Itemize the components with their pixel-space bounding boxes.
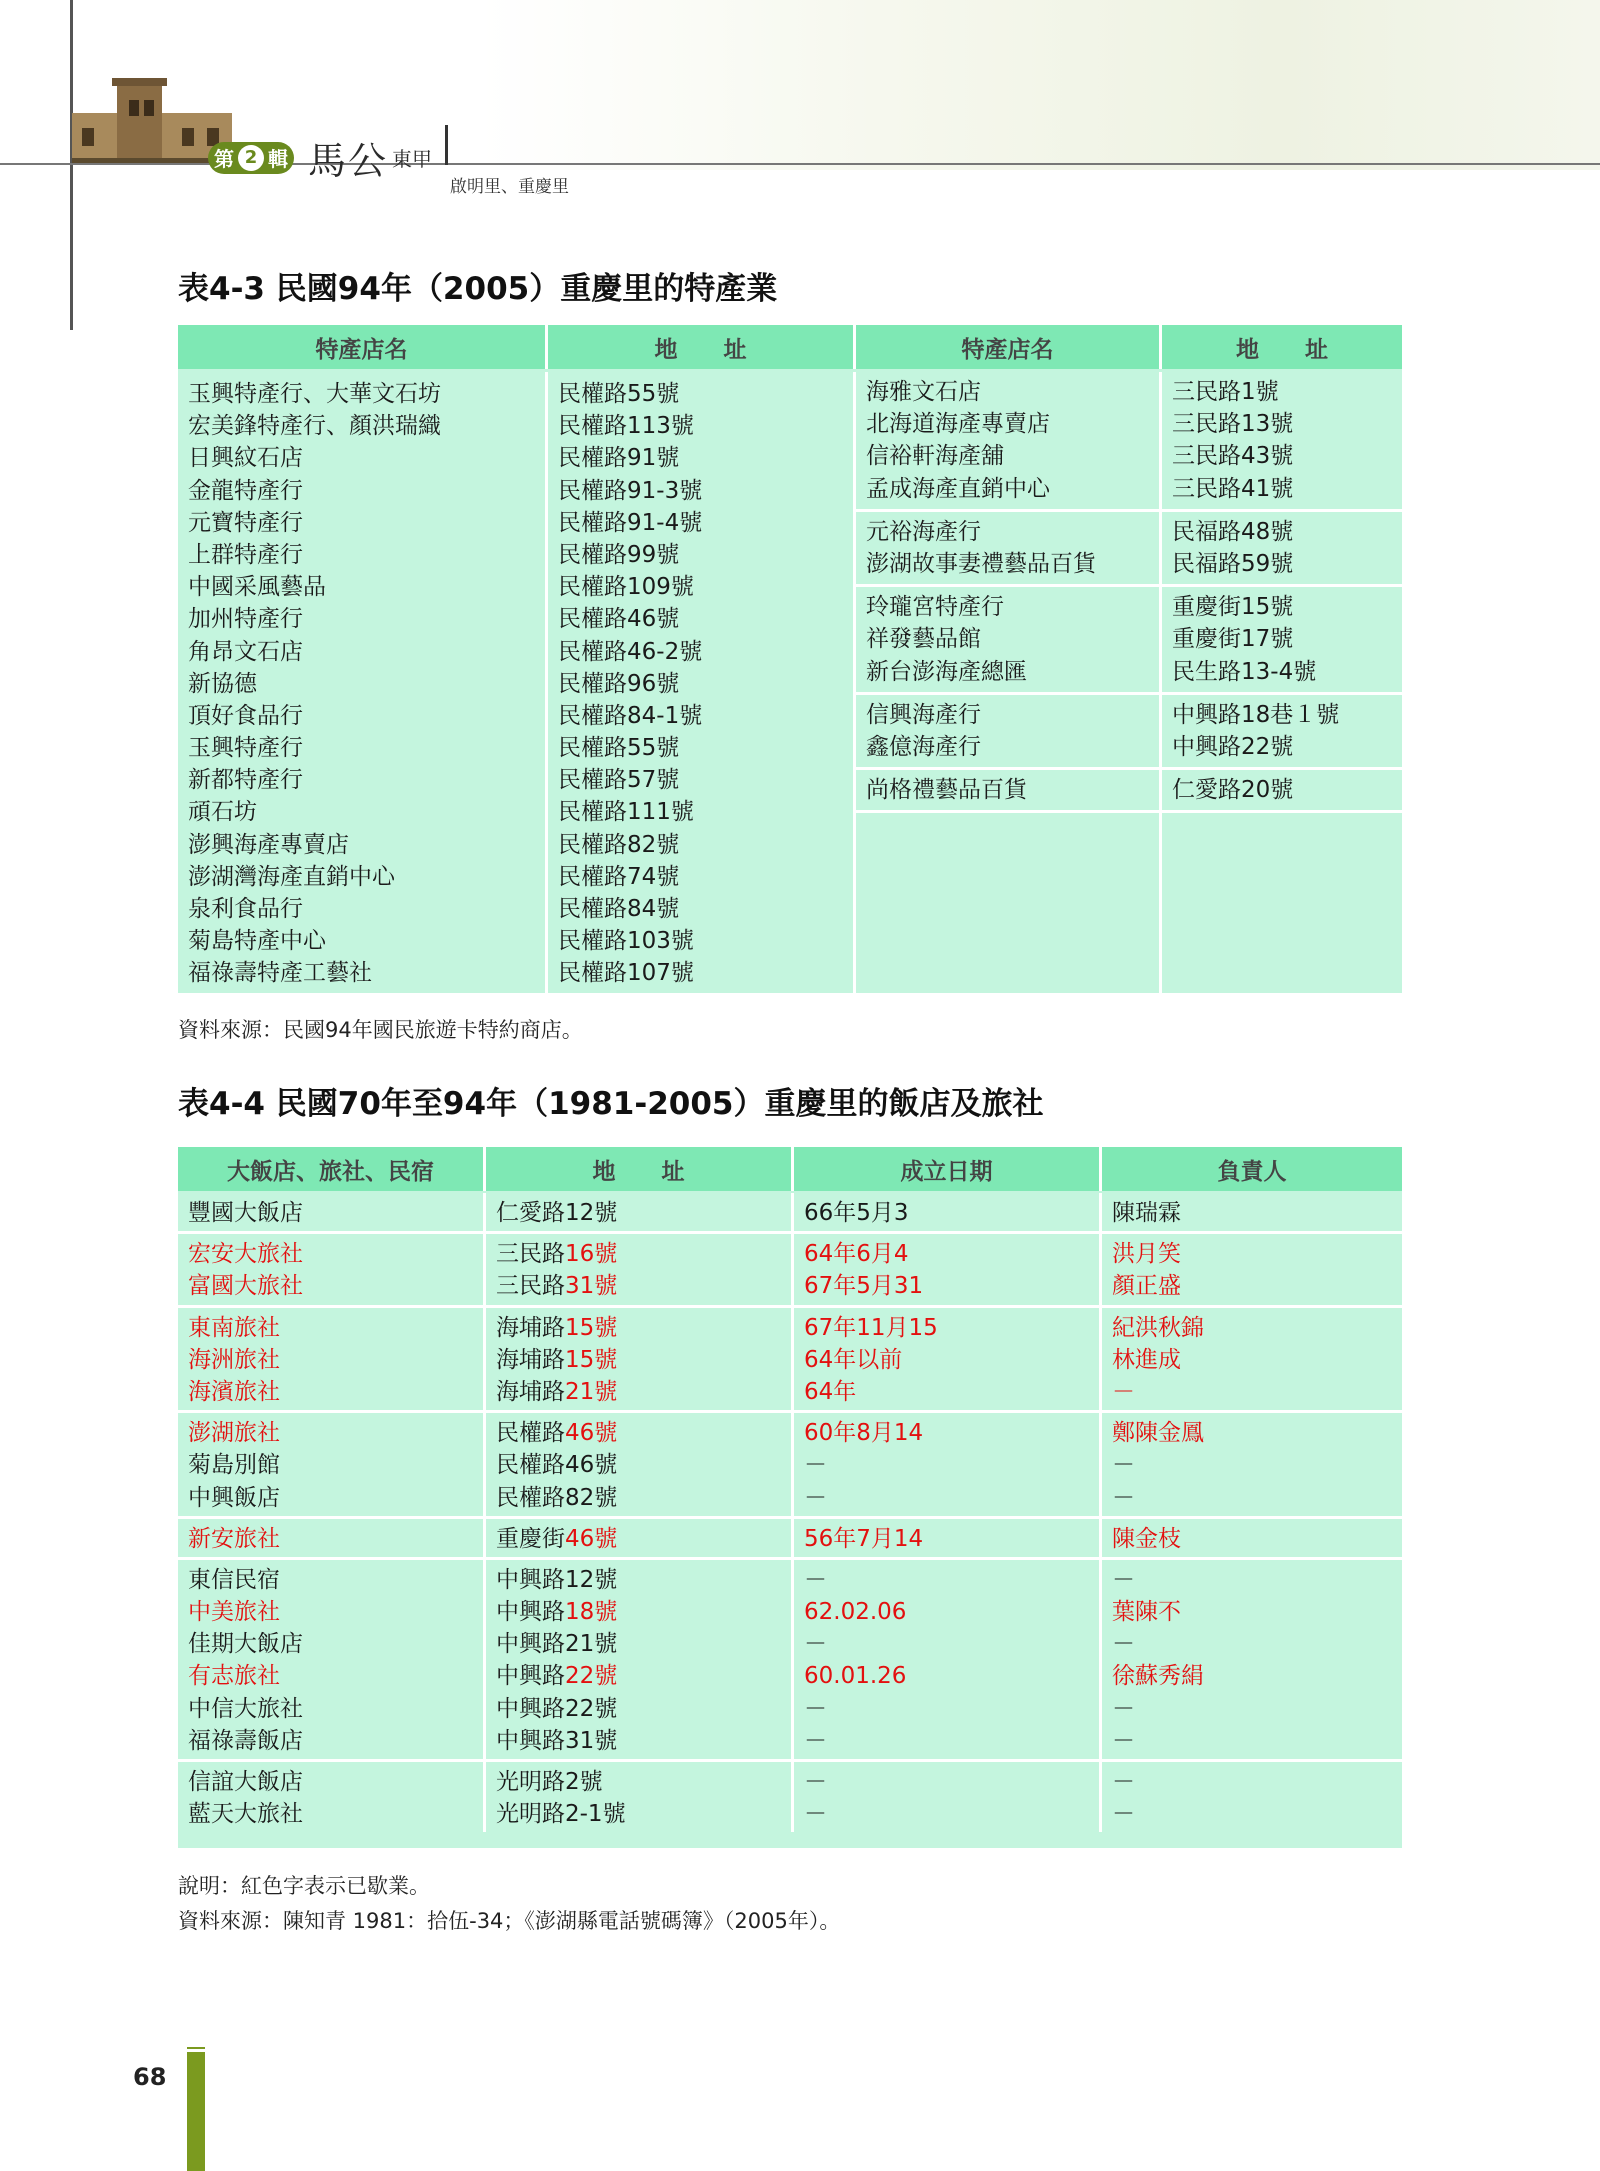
shop-address: 民權路57號: [558, 767, 680, 794]
table1-header-row: [178, 325, 1402, 369]
shop-group-addresses: [1162, 770, 1402, 810]
hotel-owner: 陳金枝: [1112, 1525, 1181, 1552]
address-number: 12號: [565, 1200, 618, 1226]
hotel-group: [178, 1305, 1402, 1411]
address-number: 15號: [565, 1314, 618, 1341]
hotel-date: 60年8月14: [804, 1420, 924, 1447]
shop-address: 民權路46-2號: [558, 638, 703, 665]
hotel-name: 豐國大飯店: [188, 1200, 303, 1226]
hotel-addresses: [486, 1234, 794, 1304]
hotel-dates: [794, 1519, 1102, 1557]
shop-name: 菊島特產中心: [188, 928, 326, 955]
shop-address: 重慶街17號: [1172, 626, 1294, 653]
shop-name: 祥發藝品館: [866, 626, 981, 653]
table2-source: 資料來源：陳知青 1981：拾伍-34；《澎湖縣電話號碼簿》（2005年）。: [178, 1909, 841, 1933]
hotel-owners: [1102, 1234, 1402, 1304]
table1-specialty-shops: [178, 325, 1402, 993]
shop-address: 民權路55號: [558, 735, 680, 762]
hotel-name: 新安旅社: [188, 1525, 280, 1552]
shop-address: 民生路13-4號: [1172, 658, 1317, 685]
shop-group-names: [856, 695, 1162, 767]
shop-group: [856, 587, 1402, 695]
hotel-dates: [794, 1234, 1102, 1304]
shop-group-names: [856, 770, 1162, 810]
hotel-date: －: [804, 1452, 827, 1479]
hotel-date: 64年6月4: [804, 1241, 909, 1268]
hotel-owner: 徐蘇秀絹: [1112, 1663, 1204, 1690]
hotel-date: －: [804, 1631, 827, 1658]
shop-address: 民權路82號: [558, 831, 680, 858]
table1-header-shop-name: 特產店名: [178, 325, 548, 369]
hotel-names: [178, 1234, 486, 1304]
shop-address: 民福路59號: [1172, 550, 1294, 577]
hotel-dates: [794, 1413, 1102, 1516]
hotel-dates: [794, 1560, 1102, 1759]
address-number: 31號: [565, 1727, 618, 1754]
address-number: 46號: [565, 1420, 618, 1447]
hotel-address: [496, 1628, 791, 1660]
hotel-owners: [1102, 1519, 1402, 1557]
shop-name: 信興海產行: [866, 701, 981, 728]
hotel-owner: 顏正盛: [1112, 1273, 1181, 1300]
shop-group: [856, 770, 1402, 813]
address-street: 重慶街: [496, 1525, 565, 1552]
shop-name: 中國采風藝品: [188, 574, 326, 601]
shop-group: [856, 695, 1402, 770]
shop-address: 民權路103號: [558, 928, 694, 955]
hotel-address: [496, 1238, 791, 1270]
book-title: 馬公: [308, 139, 389, 183]
address-number: 15號: [565, 1346, 618, 1373]
address-number: 46號: [565, 1452, 618, 1479]
shop-name: 元裕海產行: [866, 518, 981, 545]
hotel-address: [496, 1798, 791, 1830]
shop-name: 頂好食品行: [188, 702, 303, 729]
hotel-date: 67年5月31: [804, 1273, 924, 1300]
hotel-owner: －: [1112, 1801, 1135, 1828]
hotel-group: [178, 1410, 1402, 1516]
table2-header-date: 成立日期: [794, 1147, 1102, 1191]
address-street: 中興路: [496, 1663, 565, 1690]
chapter-label: [208, 130, 432, 185]
shop-address: 民權路46號: [558, 606, 680, 633]
chapter-badge: [208, 142, 294, 174]
shop-address: 民權路55號: [558, 381, 680, 407]
hotel-address: [496, 1417, 791, 1449]
hotel-dates: [794, 1308, 1102, 1411]
shop-address: 民權路74號: [558, 863, 680, 890]
hotel-name: 有志旅社: [188, 1663, 280, 1690]
hotel-owner: －: [1112, 1769, 1135, 1795]
hotel-addresses: [486, 1413, 794, 1516]
hotel-date: －: [804, 1566, 827, 1593]
shop-name: 福祿壽特產工藝社: [188, 960, 372, 987]
book-subtitle: 東甲: [392, 147, 433, 171]
hotel-address: [496, 1312, 791, 1344]
shop-address: 重慶街15號: [1172, 594, 1294, 621]
address-number: 12號: [565, 1566, 618, 1593]
hotel-address: [496, 1693, 791, 1725]
hotel-owner: －: [1112, 1378, 1135, 1405]
table2-title: 表4-4 民國70年至94年（1981-2005）重慶里的飯店及旅社: [178, 1086, 1044, 1122]
shop-group-empty: [856, 813, 1402, 993]
hotel-owners: [1102, 1193, 1402, 1231]
shop-name: 元寶特產行: [188, 509, 303, 536]
address-street: 海埔路: [496, 1378, 565, 1405]
address-street: 三民路: [496, 1273, 565, 1300]
shop-address: 民權路99號: [558, 541, 680, 568]
shop-address: 民福路48號: [1172, 518, 1294, 545]
hotel-name: 東南旅社: [188, 1314, 280, 1341]
hotel-address: [496, 1725, 791, 1757]
chapter-prefix: 第: [214, 147, 234, 171]
hotel-name: 富國大旅社: [188, 1273, 303, 1300]
hotel-owners: [1102, 1308, 1402, 1411]
shop-name: 澎湖故事妻禮藝品百貨: [866, 550, 1096, 577]
empty-cell: [856, 813, 1162, 993]
hotel-date: 64年: [804, 1378, 857, 1405]
hotel-date: 62.02.06: [804, 1599, 907, 1626]
hotel-address: [496, 1482, 791, 1514]
shop-address: 民權路91-3號: [558, 477, 703, 504]
hotel-owner: 林進成: [1112, 1346, 1181, 1373]
hotel-address: [496, 1197, 791, 1229]
address-number: 18號: [565, 1599, 618, 1626]
address-street: 中興路: [496, 1566, 565, 1593]
table2-header-row: [178, 1147, 1402, 1191]
hotel-owners: [1102, 1762, 1402, 1832]
hotel-owners: [1102, 1560, 1402, 1759]
hotel-owner: －: [1112, 1484, 1135, 1511]
shop-address: 民權路109號: [558, 574, 694, 601]
table1-body: [178, 372, 1402, 993]
hotel-date: －: [804, 1801, 827, 1828]
hotel-date: －: [804, 1695, 827, 1722]
table1-header-shop-name-2: 特產店名: [856, 325, 1162, 369]
address-street: 民權路: [496, 1452, 565, 1479]
hotel-name: 澎湖旅社: [188, 1420, 280, 1447]
shop-name: 玲瓏宮特產行: [866, 594, 1004, 621]
table2-header-owner: 負責人: [1217, 1158, 1287, 1185]
hotel-addresses: [486, 1762, 794, 1832]
hotel-addresses: [486, 1560, 794, 1759]
address-number: 31號: [565, 1273, 618, 1300]
shop-name: 日興紋石店: [188, 445, 303, 472]
address-street: 中興路: [496, 1599, 565, 1626]
shop-address: 三民路13號: [1172, 411, 1294, 438]
section-subtitle: 啟明里、重慶里: [450, 177, 569, 197]
hotel-address: [496, 1766, 791, 1798]
address-street: 海埔路: [496, 1314, 565, 1341]
shop-name: 上群特產行: [188, 541, 303, 568]
shop-group: [856, 512, 1402, 587]
address-number: 82號: [565, 1484, 618, 1511]
address-number: 2-1號: [565, 1801, 626, 1828]
shop-group-names: [856, 587, 1162, 692]
shop-address: 三民路41號: [1172, 475, 1294, 502]
hotel-names: [178, 1308, 486, 1411]
hotel-date: 60.01.26: [804, 1663, 907, 1690]
hotel-name: 信誼大飯店: [188, 1769, 303, 1795]
address-number: 21號: [565, 1378, 618, 1405]
shop-address: 民權路113號: [558, 413, 694, 440]
chapter-divider: [445, 125, 448, 165]
hotel-date: 64年以前: [804, 1346, 903, 1373]
address-street: 中興路: [496, 1727, 565, 1754]
shop-address: 中興路18巷１號: [1172, 701, 1340, 728]
shop-group-addresses: [1162, 587, 1402, 692]
shop-name: 信裕軒海產舖: [866, 443, 1004, 470]
address-street: 中興路: [496, 1695, 565, 1722]
hotel-addresses: [486, 1193, 794, 1231]
address-street: 民權路: [496, 1420, 565, 1447]
hotel-name: 海濱旅社: [188, 1378, 280, 1405]
hotel-address: [496, 1660, 791, 1692]
shop-group-addresses: [1162, 695, 1402, 767]
hotel-name: 福祿壽飯店: [188, 1727, 303, 1754]
table1-left-addresses: [548, 372, 856, 993]
hotel-address: [496, 1376, 791, 1408]
address-street: 中興路: [496, 1631, 565, 1658]
address-number: 46號: [565, 1525, 618, 1552]
shop-group-addresses: [1162, 512, 1402, 584]
shop-name: 海雅文石店: [866, 379, 981, 405]
shop-name: 澎興海產專賣店: [188, 831, 349, 858]
shop-name: 頑石坊: [188, 799, 257, 826]
hotel-name: 中信大旅社: [188, 1695, 303, 1722]
shop-name: 角昂文石店: [188, 638, 303, 665]
shop-address: 民權路107號: [558, 960, 694, 987]
hotel-addresses: [486, 1308, 794, 1411]
address-number: 21號: [565, 1631, 618, 1658]
hotel-date: －: [804, 1484, 827, 1511]
address-number: 2號: [565, 1769, 603, 1795]
chapter-number: 2: [238, 145, 264, 171]
header-vertical-rule: [70, 0, 73, 330]
hotel-dates: [794, 1762, 1102, 1832]
shop-address: 民權路111號: [558, 799, 694, 826]
shop-address: 民權路84-1號: [558, 702, 703, 729]
shop-name: 泉利食品行: [188, 896, 303, 922]
shop-group-names: [856, 512, 1162, 584]
hotel-name: 佳期大飯店: [188, 1631, 303, 1658]
hotel-owner: －: [1112, 1695, 1135, 1722]
table1-title: 表4-3 民國94年（2005）重慶里的特產業: [178, 271, 778, 307]
shop-name: 鑫億海產行: [866, 733, 981, 760]
address-number: 22號: [565, 1695, 618, 1722]
address-number: 16號: [565, 1241, 618, 1268]
table2-header-address: 地 址: [486, 1147, 794, 1191]
hotel-name: 海洲旅社: [188, 1346, 280, 1373]
shop-address: 民權路84號: [558, 896, 680, 922]
hotel-owners: [1102, 1413, 1402, 1516]
address-number: 22號: [565, 1663, 618, 1690]
shop-address: 民權路91號: [558, 445, 680, 472]
shop-group-names: [856, 372, 1162, 509]
shop-name: 新協德: [188, 670, 257, 697]
chapter-suffix: 輯: [268, 147, 288, 171]
hotel-names: [178, 1519, 486, 1557]
address-street: 光明路: [496, 1769, 565, 1795]
shop-address: 三民路43號: [1172, 443, 1294, 470]
hotel-names: [178, 1413, 486, 1516]
shop-address: 民權路96號: [558, 670, 680, 697]
hotel-name: 宏安大旅社: [188, 1241, 303, 1268]
shop-address: 三民路1號: [1172, 379, 1279, 405]
shop-group: [856, 372, 1402, 512]
table1-source: 資料來源：民國94年國民旅遊卡特約商店。: [178, 1018, 583, 1042]
table2-body: [178, 1193, 1402, 1832]
hotel-address: [496, 1270, 791, 1302]
hotel-names: [178, 1560, 486, 1759]
shop-address: 仁愛路20號: [1172, 777, 1294, 804]
hotel-date: 66年5月3: [804, 1200, 909, 1226]
hotel-address: [496, 1449, 791, 1481]
hotel-name: 中興飯店: [188, 1484, 280, 1511]
shop-name: 新都特產行: [188, 767, 303, 794]
hotel-name: 藍天大旅社: [188, 1801, 303, 1828]
hotel-group: [178, 1193, 1402, 1231]
hotel-owner: －: [1112, 1566, 1135, 1593]
hotel-dates: [794, 1193, 1102, 1231]
hotel-address: [496, 1523, 791, 1555]
hotel-date: －: [804, 1727, 827, 1754]
hotel-owner: －: [1112, 1727, 1135, 1754]
table1-header-address: 地 址: [548, 325, 856, 369]
hotel-address: [496, 1344, 791, 1376]
table2-hotels: [178, 1147, 1402, 1848]
address-street: 三民路: [496, 1241, 565, 1268]
hotel-owner: 紀洪秋錦: [1112, 1314, 1204, 1341]
page-number: 68: [133, 2063, 167, 2091]
shop-name: 加州特產行: [188, 606, 303, 633]
shop-name: 新台澎海產總匯: [866, 658, 1027, 685]
hotel-owner: 洪月笑: [1112, 1241, 1181, 1268]
hotel-date: 67年11月15: [804, 1314, 938, 1341]
shop-address: 民權路91-4號: [558, 509, 703, 536]
table2-note: 說明：紅色字表示已歇業。: [178, 1874, 430, 1898]
table1-left-names: [178, 372, 548, 993]
hotel-group: [178, 1759, 1402, 1832]
hotel-names: [178, 1193, 486, 1231]
hotel-address: [496, 1564, 791, 1596]
hotel-names: [178, 1762, 486, 1832]
hotel-address: [496, 1596, 791, 1628]
address-street: 民權路: [496, 1484, 565, 1511]
address-street: 光明路: [496, 1801, 565, 1828]
address-street: 海埔路: [496, 1346, 565, 1373]
shop-name: 澎湖灣海產直銷中心: [188, 863, 395, 890]
hotel-group: [178, 1557, 1402, 1759]
shop-name: 玉興特產行、大華文石坊: [188, 381, 441, 407]
shop-group-addresses: [1162, 372, 1402, 509]
hotel-owner: －: [1112, 1631, 1135, 1658]
table2-header-name: 大飯店、旅社、民宿: [178, 1147, 486, 1191]
shop-name: 宏美鋒特產行、顏洪瑞織: [188, 413, 441, 440]
hotel-owner: 鄭陳金鳳: [1112, 1420, 1204, 1447]
footer-bar: [187, 2052, 205, 2171]
hotel-group: [178, 1231, 1402, 1304]
shop-name: 孟成海產直銷中心: [866, 475, 1050, 502]
hotel-name: 東信民宿: [188, 1566, 280, 1593]
address-street: 仁愛路: [496, 1200, 565, 1226]
shop-name: 北海道海產專賣店: [866, 411, 1050, 438]
hotel-group: [178, 1516, 1402, 1557]
shop-name: 金龍特產行: [188, 477, 303, 504]
shop-name: 尚格禮藝品百貨: [866, 777, 1027, 804]
hotel-owner: 葉陳不: [1112, 1599, 1181, 1626]
hotel-owner: 陳瑞霖: [1112, 1200, 1181, 1226]
hotel-name: 中美旅社: [188, 1599, 280, 1626]
table1-header-address-2: 地 址: [1236, 336, 1328, 363]
hotel-date: －: [804, 1769, 827, 1795]
hotel-owner: －: [1112, 1452, 1135, 1479]
shop-address: 中興路22號: [1172, 733, 1294, 760]
hotel-addresses: [486, 1519, 794, 1557]
hotel-name: 菊島別館: [188, 1452, 280, 1479]
shop-name: 玉興特產行: [188, 735, 303, 762]
hotel-date: 56年7月14: [804, 1525, 924, 1552]
